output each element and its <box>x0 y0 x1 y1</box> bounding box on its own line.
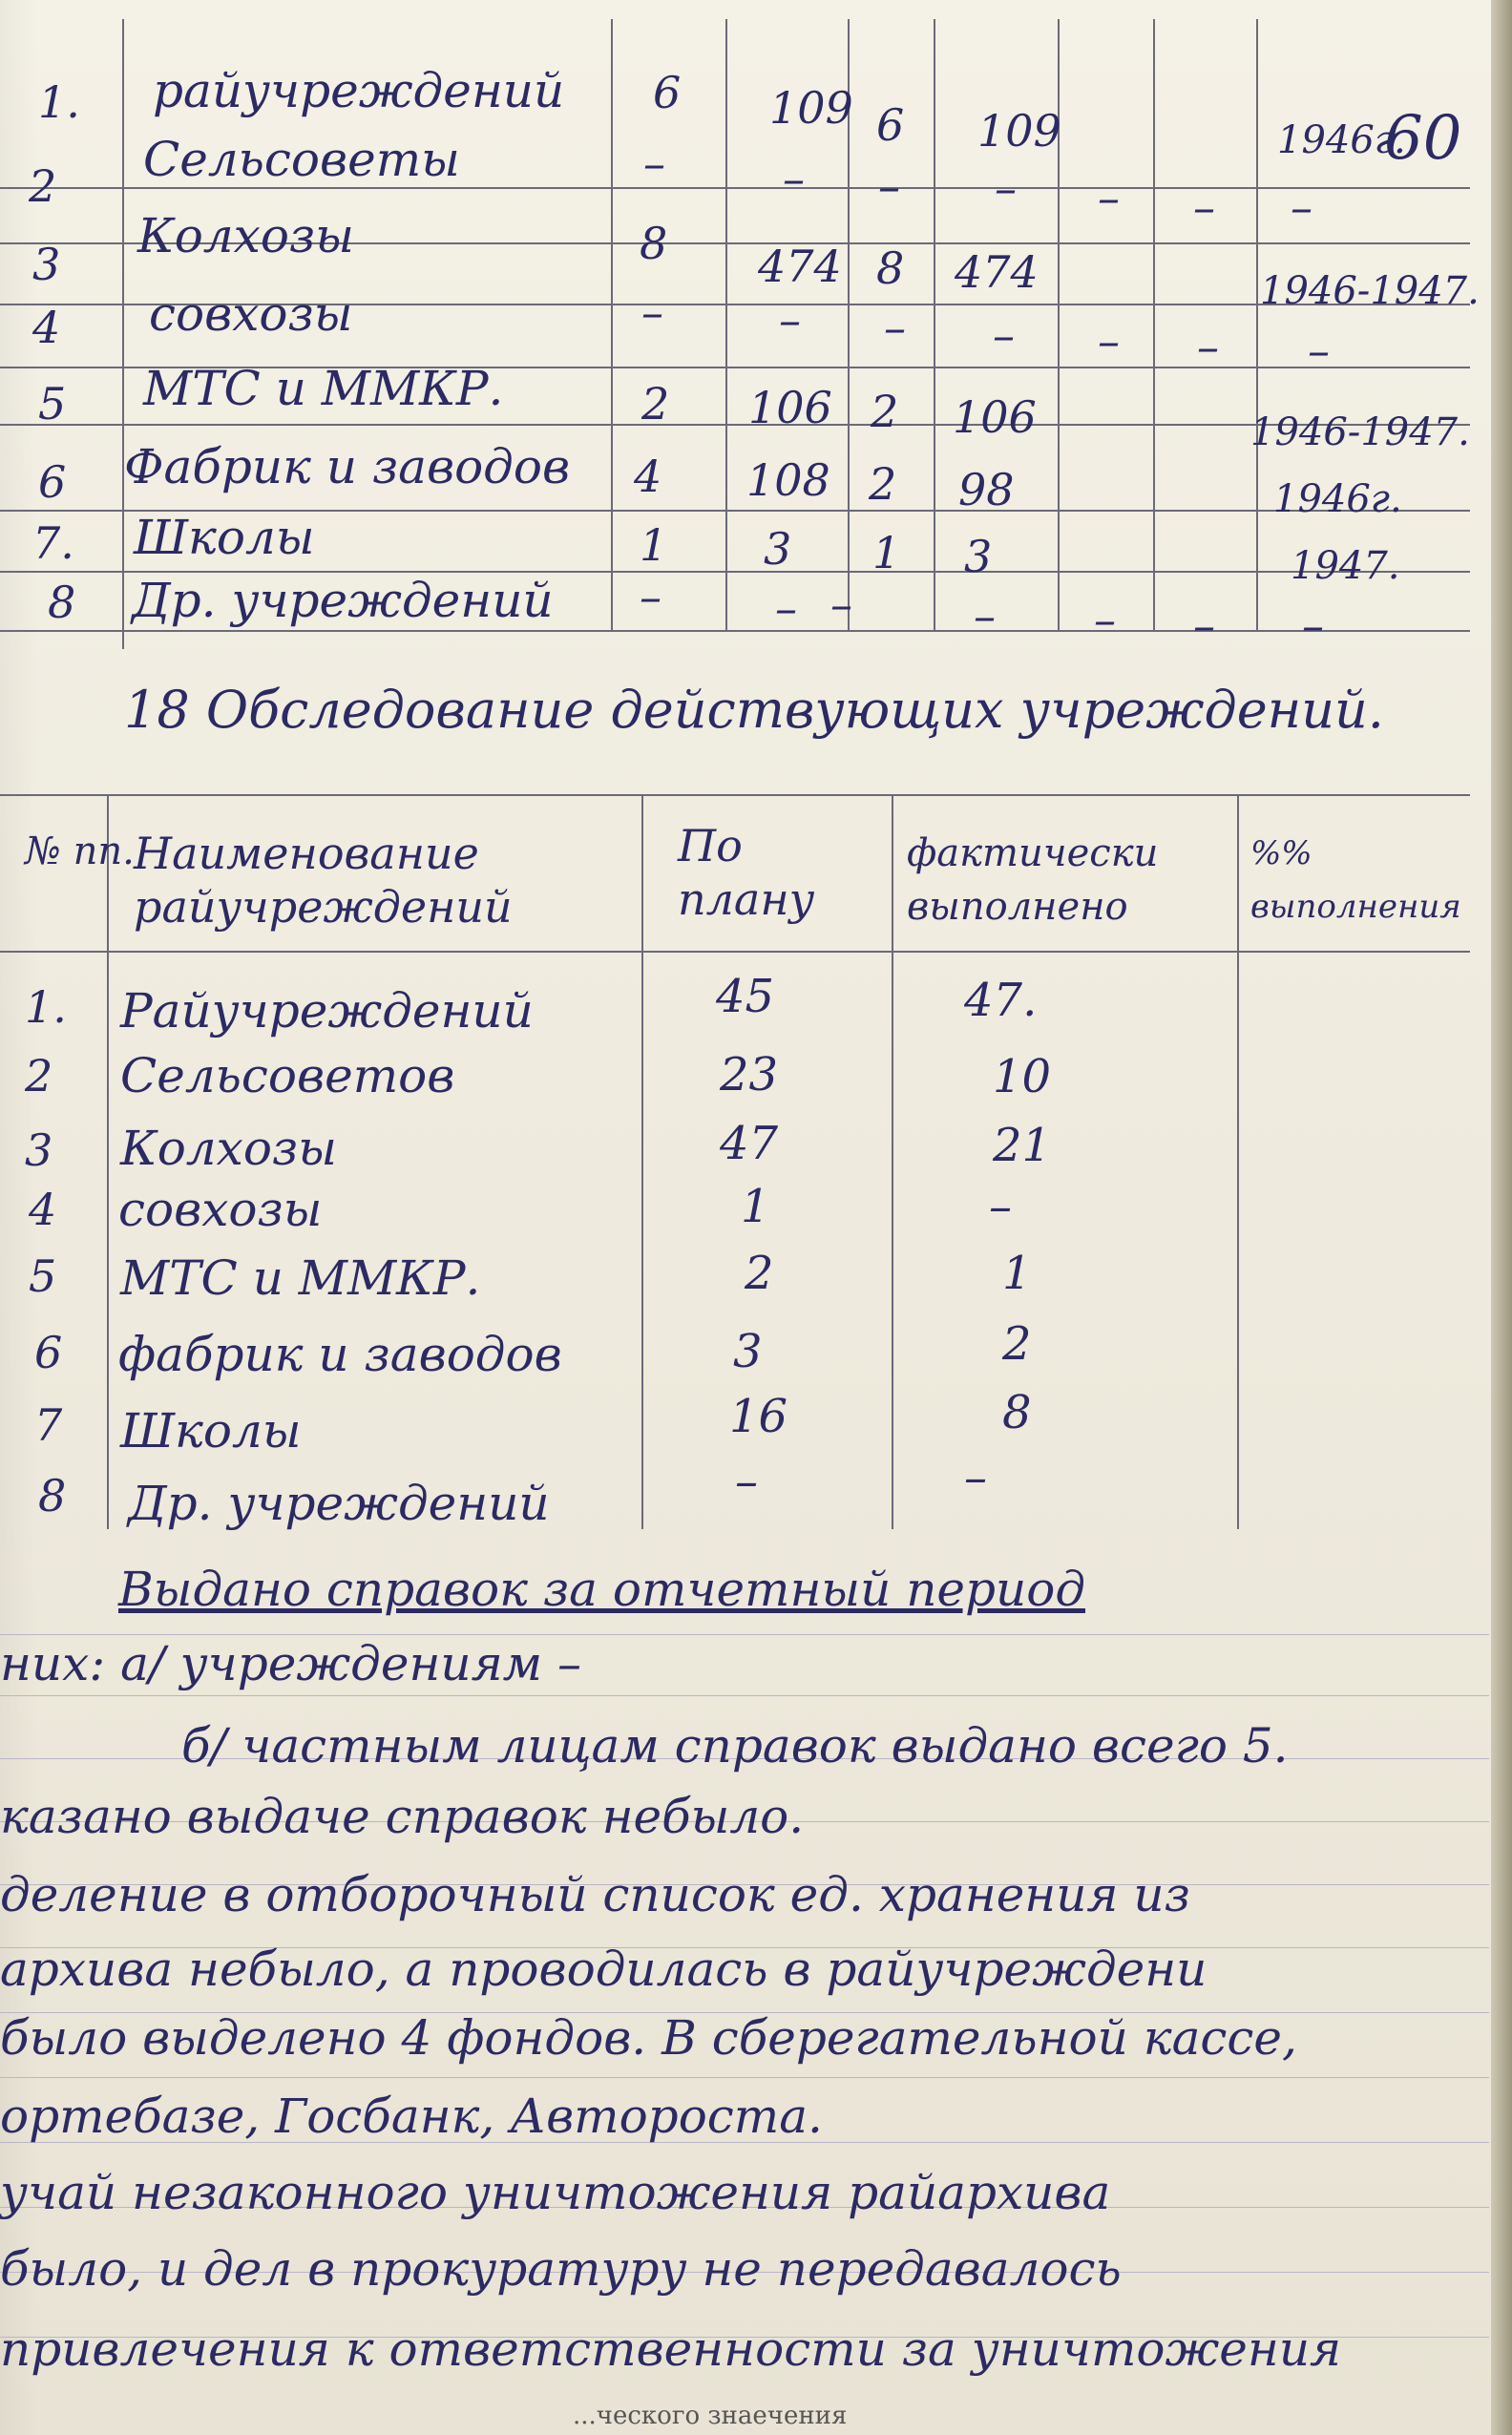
cell: 1 <box>872 527 901 578</box>
table1-col-line <box>122 19 124 649</box>
row-number: 1. <box>25 981 67 1033</box>
row-name: Др. учреждений <box>128 1476 550 1531</box>
fact-cell: 2 <box>1002 1317 1032 1371</box>
table1-col-line <box>934 19 935 630</box>
row-number: 7 <box>34 1399 63 1451</box>
fact-cell: – <box>964 1451 987 1504</box>
row-name: Колхозы <box>120 1121 337 1176</box>
cell: 2 <box>871 386 899 437</box>
row-name: совхозы <box>118 1182 323 1237</box>
cell: – <box>993 309 1015 361</box>
text-line: учай незаконного уничтожения райархива <box>0 2165 1111 2220</box>
cell: – <box>1197 321 1219 372</box>
row-name: Колхозы <box>137 208 354 263</box>
text-line: было выделено 4 фондов. В сберегательной кассе, <box>0 2010 1297 2066</box>
fact-cell: 10 <box>993 1050 1052 1103</box>
cell: 98 <box>958 464 1015 515</box>
text-line: ортебазе, Госбанк, Автороста. <box>0 2089 823 2144</box>
cell: – <box>830 578 852 630</box>
header-percent-line1: %% <box>1250 834 1312 872</box>
header-percent-line2: выполнения <box>1250 888 1461 926</box>
row-name: Сельсоветы <box>143 132 460 187</box>
ruled-line <box>0 2077 1489 2078</box>
date-cell: 1946-1947. <box>1260 269 1480 313</box>
text-line: б/ частным лицам справок выдано всего 5. <box>181 1718 1289 1774</box>
header-fact-line2: выполнено <box>907 885 1128 929</box>
text-line: привлечения к ответственности за уничтожения <box>0 2321 1342 2377</box>
header-num <box>25 829 135 874</box>
cell: 106 <box>953 391 1037 443</box>
row-name: Райучреждений <box>120 983 534 1039</box>
cell: – <box>878 160 900 212</box>
row-number: 8 <box>38 1470 67 1522</box>
plan-cell: 45 <box>716 970 775 1023</box>
table2-col-line <box>107 794 109 1529</box>
table1-col-line <box>1256 19 1258 630</box>
cell: – <box>779 294 801 346</box>
text-line: казано выдаче справок небыло. <box>0 1789 805 1844</box>
row-name: фабрик и заводов <box>118 1327 562 1382</box>
row-name: МТС и ММКР. <box>120 1250 481 1306</box>
row-name: Др. учреждений <box>132 573 554 628</box>
header-name-line2: райучреждений <box>134 881 513 933</box>
cell: 3 <box>764 523 792 575</box>
text-line: архива небыло, а проводилась в райучреждени <box>0 1942 1208 1997</box>
header-name <box>134 827 513 934</box>
row-number: 6 <box>38 456 67 508</box>
page-edge <box>1491 0 1512 2435</box>
row-number: 1. <box>38 76 80 128</box>
plan-cell: 23 <box>720 1048 779 1102</box>
cell: 106 <box>748 382 832 433</box>
cell: – <box>884 302 906 353</box>
cell: 474 <box>955 246 1039 298</box>
cell: – <box>995 162 1017 214</box>
row-name: райучреждений <box>153 63 565 118</box>
cell: – <box>1098 315 1120 367</box>
ruled-line <box>0 1634 1489 1635</box>
cell: 8 <box>640 218 668 269</box>
fact-cell: 47. <box>964 974 1038 1027</box>
cell: 4 <box>634 451 662 502</box>
table1-col-line <box>1153 19 1155 630</box>
row-name: совхозы <box>149 286 353 342</box>
cell: 6 <box>876 99 905 151</box>
table1-row-line <box>0 630 1470 632</box>
row-number: 8 <box>48 577 76 628</box>
section-title: 18 Обследование действующих учреждений. <box>124 680 1384 740</box>
cell: – <box>775 582 797 634</box>
cell: 6 <box>653 67 682 118</box>
plan-cell: 1 <box>741 1180 770 1233</box>
cell: – <box>1094 594 1116 645</box>
cell: – <box>1193 181 1215 233</box>
cell: – <box>1098 172 1120 223</box>
cell: 109 <box>769 82 853 134</box>
row-number: 3 <box>25 1124 53 1176</box>
row-number: 2 <box>29 160 57 212</box>
row-number: 5 <box>38 378 67 430</box>
row-name: Сельсоветов <box>120 1048 455 1103</box>
header-name-line1: Наименование <box>134 828 479 879</box>
row-name: Школы <box>120 1403 302 1459</box>
row-number: 6 <box>34 1327 63 1378</box>
date-cell: 1946г. <box>1277 118 1406 162</box>
plan-cell: 16 <box>729 1390 788 1443</box>
header-plan <box>678 819 814 926</box>
table2-col-line <box>641 794 643 1529</box>
fact-cell: 21 <box>993 1119 1052 1172</box>
cell: 109 <box>977 105 1061 157</box>
cell: 8 <box>876 242 905 294</box>
date-cell: – <box>1291 181 1312 233</box>
table1-col-line <box>611 19 613 630</box>
date-cell: 1946г. <box>1273 477 1402 521</box>
table2-col-line <box>1237 794 1239 1529</box>
row-number: 4 <box>29 1184 57 1235</box>
cell: – <box>1193 599 1215 651</box>
cell: – <box>974 590 996 641</box>
plan-cell: 47 <box>720 1117 779 1170</box>
table2-header-line <box>0 951 1470 953</box>
header-num-text: № пп. <box>25 829 135 873</box>
cell: – <box>640 571 662 622</box>
date-cell: – <box>1302 599 1324 651</box>
cell: – <box>641 286 663 338</box>
table1-row-line <box>0 424 1470 426</box>
page-number: 60 <box>1384 103 1462 174</box>
row-name: МТС и ММКР. <box>143 361 504 416</box>
table1-row-line <box>0 187 1470 189</box>
row-number: 7. <box>32 517 74 569</box>
row-name: Фабрик и заводов <box>124 439 571 494</box>
row-number: 5 <box>29 1250 57 1302</box>
header-fact-line1: фактически <box>907 831 1159 875</box>
text-line: Выдано справок за отчетный период <box>118 1562 1086 1617</box>
plan-cell: 3 <box>733 1325 763 1378</box>
row-name: Школы <box>134 510 315 565</box>
cell: – <box>643 137 665 189</box>
header-plan-line2: плану <box>678 873 815 925</box>
fact-cell: – <box>989 1180 1012 1233</box>
bottom-stamp-text: ...ческого знаечения <box>573 2402 848 2430</box>
plan-cell: – <box>735 1455 758 1508</box>
row-number: 2 <box>25 1050 53 1102</box>
text-line: них: а/ учреждениям – <box>0 1636 582 1691</box>
table1-col-line <box>725 19 727 630</box>
date-cell: 1947. <box>1291 544 1400 588</box>
row-number: 4 <box>32 302 61 353</box>
cell: 2 <box>869 458 897 510</box>
header-fact <box>907 827 1158 934</box>
header-percent <box>1250 827 1461 934</box>
table2-col-line <box>892 794 893 1529</box>
cell: 2 <box>641 378 670 430</box>
plan-cell: 2 <box>745 1247 774 1300</box>
cell: – <box>783 153 805 204</box>
cell: 474 <box>758 241 842 292</box>
fact-cell: 1 <box>1002 1247 1032 1300</box>
cell: 108 <box>746 454 830 506</box>
row-number: 3 <box>32 239 61 290</box>
date-cell: 1946-1947. <box>1250 410 1470 454</box>
table2-top-line <box>0 794 1470 796</box>
header-plan-line1: По <box>678 820 743 871</box>
date-cell: – <box>1308 325 1330 376</box>
cell: 3 <box>964 531 993 582</box>
ruled-line <box>0 1695 1489 1696</box>
text-line: деление в отборочный список ед. хранения из <box>0 1867 1190 1922</box>
text-line: было, и дел в прокуратуру не передавалось <box>0 2241 1122 2297</box>
fact-cell: 8 <box>1002 1386 1032 1439</box>
cell: 1 <box>640 519 668 571</box>
